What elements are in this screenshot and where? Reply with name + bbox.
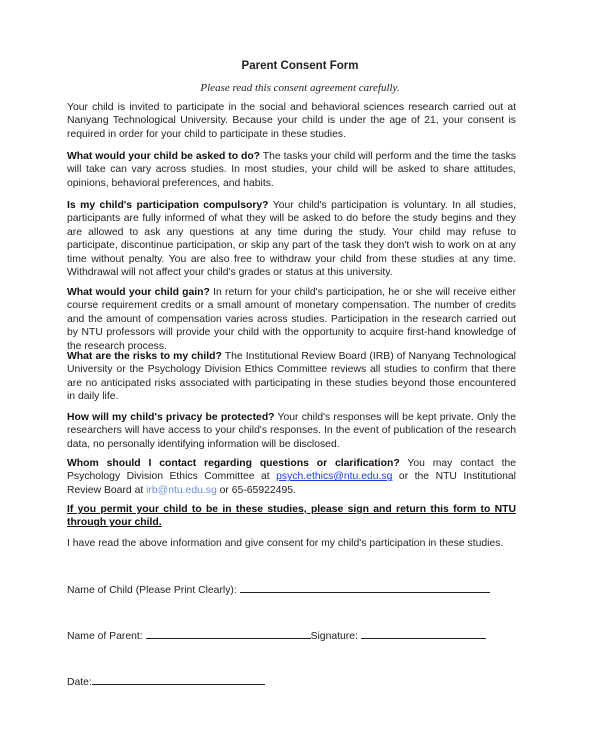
section-question: Is my child's participation compulsory?: [67, 200, 269, 211]
intro-paragraph: Your child is invited to participate in the social and behavioral sciences research carried out at Nanyang Technological University. Because your child is under the age of 21, your consent is required in order for your child to participate in these studies.: [67, 102, 516, 140]
parent-name-field[interactable]: [67, 629, 486, 642]
parent-name-line[interactable]: [146, 629, 311, 639]
subtitle: Please read this consent agreement carefully.: [200, 82, 400, 94]
section-answer: The tasks your child will perform and the time the tasks will take can vary across studies. In most studies, your child will be asked to share attitudes, opinions, behavioral preferences, and habits.: [67, 151, 516, 189]
section-privacy: [67, 411, 516, 451]
contact-text: You may contact the Psychology Division Ethics Committee at: [67, 458, 517, 483]
child-name-field[interactable]: [67, 583, 490, 596]
section-compulsory: [67, 199, 516, 279]
signature-label: Signature:: [310, 631, 358, 642]
section-contact: [67, 457, 516, 497]
section-question: How will my child's privacy be protected?: [67, 412, 275, 423]
instruction: If you permit your child to be in these studies, please sign and return this form to NTU through your child.: [67, 504, 516, 529]
child-name-line[interactable]: [240, 583, 490, 593]
section-answer: Your child's responses will be kept private. Only the researchers will have access to your child's responses. In the event of publication of the research data, no personally identifying information will be disclosed.: [67, 412, 516, 450]
signature-line[interactable]: [361, 629, 486, 639]
section-answer: In return for your child's participation, he or she will receive either course requirement credits or a small amount of monetary compensation. The number of credits and the amount of compensation varies across studies. Participation in the research carried out by NTU professors will provide your child with the opportunity to acquire first-hand knowledge of the research process.: [67, 287, 516, 352]
section-question: What would your child be asked to do?: [67, 151, 261, 162]
consent-statement: I have read the above information and give consent for my child's participation in these studies.: [67, 538, 504, 549]
ethics-email-link[interactable]: psych.ethics@ntu.edu.sg: [276, 471, 393, 483]
section-question: What would your child gain?: [67, 287, 210, 298]
section-risks: [67, 350, 516, 404]
date-line[interactable]: [92, 675, 265, 685]
contact-text: or the NTU Institutional Review Board at: [67, 471, 516, 496]
page-title: Parent Consent Form: [241, 60, 359, 72]
section-question: What are the risks to my child?: [67, 351, 222, 362]
contact-phone: or 65-65922495.: [216, 484, 296, 496]
section-tasks: [67, 150, 516, 190]
section-answer: The Institutional Review Board (IRB) of Nanyang Technological University or the Psychology Division Ethics Committee reviews all studies to confirm that there are no anticipated risks associated with participating in these studies beyond those encountered in daily life.: [67, 351, 516, 403]
date-field[interactable]: [67, 675, 265, 688]
section-gain: [67, 286, 516, 353]
child-name-label: Name of Child (Please Print Clearly):: [67, 585, 237, 596]
parent-name-label: Name of Parent:: [67, 631, 143, 642]
irb-email-link[interactable]: irb@ntu.edu.sg: [146, 484, 217, 496]
date-label: Date:: [67, 677, 92, 688]
section-question: Whom should I contact regarding questions or clarification?: [67, 458, 400, 469]
section-answer: Your child's participation is voluntary. In all studies, participants are fully informed of what they will be asked to do before the study begins and they are allowed to ask any questions at any time during the study. Your child may refuse to participate, discontinue participation, or skip any part of the task they don't wish to work on at any time without penalty. You are also free to withdraw your child from these studies at any time. Withdrawal will not affect your child's grades or status at this university.: [67, 200, 516, 279]
